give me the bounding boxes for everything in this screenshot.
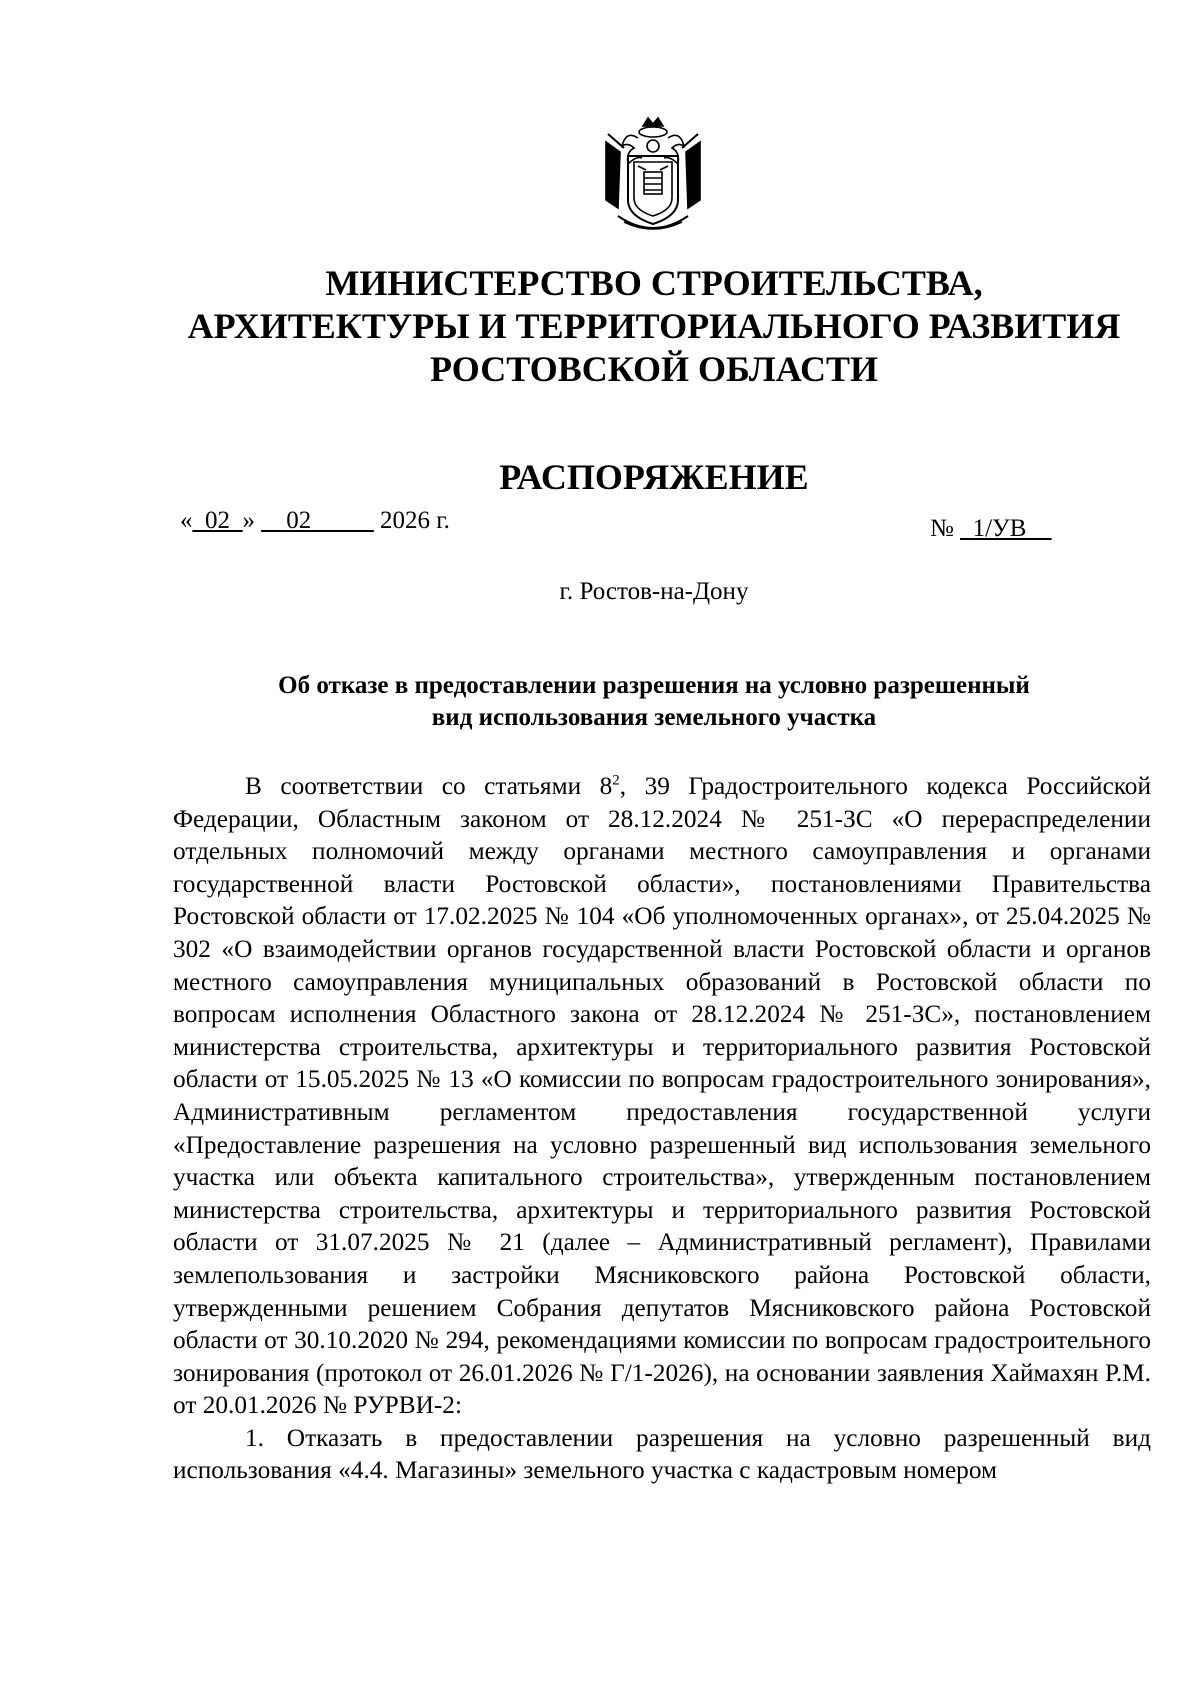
document-body [173, 770, 1151, 1487]
ministry-name [0, 262, 1200, 391]
subject-line-1: Об отказе в предоставлении разрешения на условно разрешенный [278, 672, 1030, 699]
date-month: __02_____ [261, 507, 374, 534]
date-open-quote: « [180, 507, 193, 534]
number-label: № [930, 515, 954, 542]
subject-line-2: вид использования земельного участка [431, 704, 877, 731]
document-number [930, 514, 1051, 544]
date-close-quote: » [242, 507, 255, 534]
document-type-title: РАСПОРЯЖЕНИЕ [499, 457, 809, 497]
body-paragraph-item-1: 1. Отказать в предоставлении разрешения на условно разрешенный вид использования «4.4. Магазины» земельного участка с кадастровым номером [173, 1423, 1151, 1485]
article-superscript: 2 [612, 772, 620, 789]
date-day: _02_ [192, 507, 243, 534]
number-value: _1/УВ__ [960, 515, 1052, 542]
date-year: 2026 г. [380, 507, 450, 534]
ministry-line-2: АРХИТЕКТУРЫ И ТЕРРИТОРИАЛЬНОГО РАЗВИТИЯ [187, 306, 1121, 346]
body-paragraph-preamble: В соответствии со статьями $8^2$, 39 Градостроительного кодекса Российской Федерации, Областным законом от 28.12.2024 № 251-ЗС «О перераспределении отдельных полномочий между органами местного самоуправления и органами государственной власти Ростовской области», постановлениями Правительства Ростовской области от 17.02.2025 № 104 «Об уполномоченных органах», от 25.04.2025 № 302 «О взаимодействии органов государственной власти Ростовской области и органов местного самоуправления муниципальных образований в Ростовской области по вопросам исполнения Областного закона от 28.12.2024 № 251-ЗС», постановлением министерства строительства, архитектуры и территориального развития Ростовской области от 15.05.2025 № 13 «О комиссии по вопросам градостроительного зонирования», Административным регламентом предоставления государственной услуги «Предоставление разрешения на условно разрешенный вид использования земельного участка или объекта капитального строительства», утвержденным постановлением министерства строительства, архитектуры и территориального развития Ростовской области от 31.07.2025 № 21 (далее – Административный регламент), Правилами землепользования и застройки Мясниковского района Ростовской области, утвержденными решением Собрания депутатов Мясниковского района Ростовской области от 30.10.2020 № 294, рекомендациями комиссии по вопросам градостроительного зонирования (протокол от 26.01.2026 № Г/1-2026), на основании заявления Хаймахян Р.М. от 20.01.2026 № РУРВИ-2: [173, 772, 1151, 1420]
document-subject [0, 670, 1200, 734]
coat-of-arms-emblem [598, 112, 708, 242]
document-date [180, 506, 450, 536]
document-city: г. Ростов-на-Дону [559, 578, 749, 605]
ministry-line-1: МИНИСТЕРСТВО СТРОИТЕЛЬСТВА, [325, 263, 983, 303]
ministry-line-3: РОСТОВСКОЙ ОБЛАСТИ [430, 349, 878, 389]
